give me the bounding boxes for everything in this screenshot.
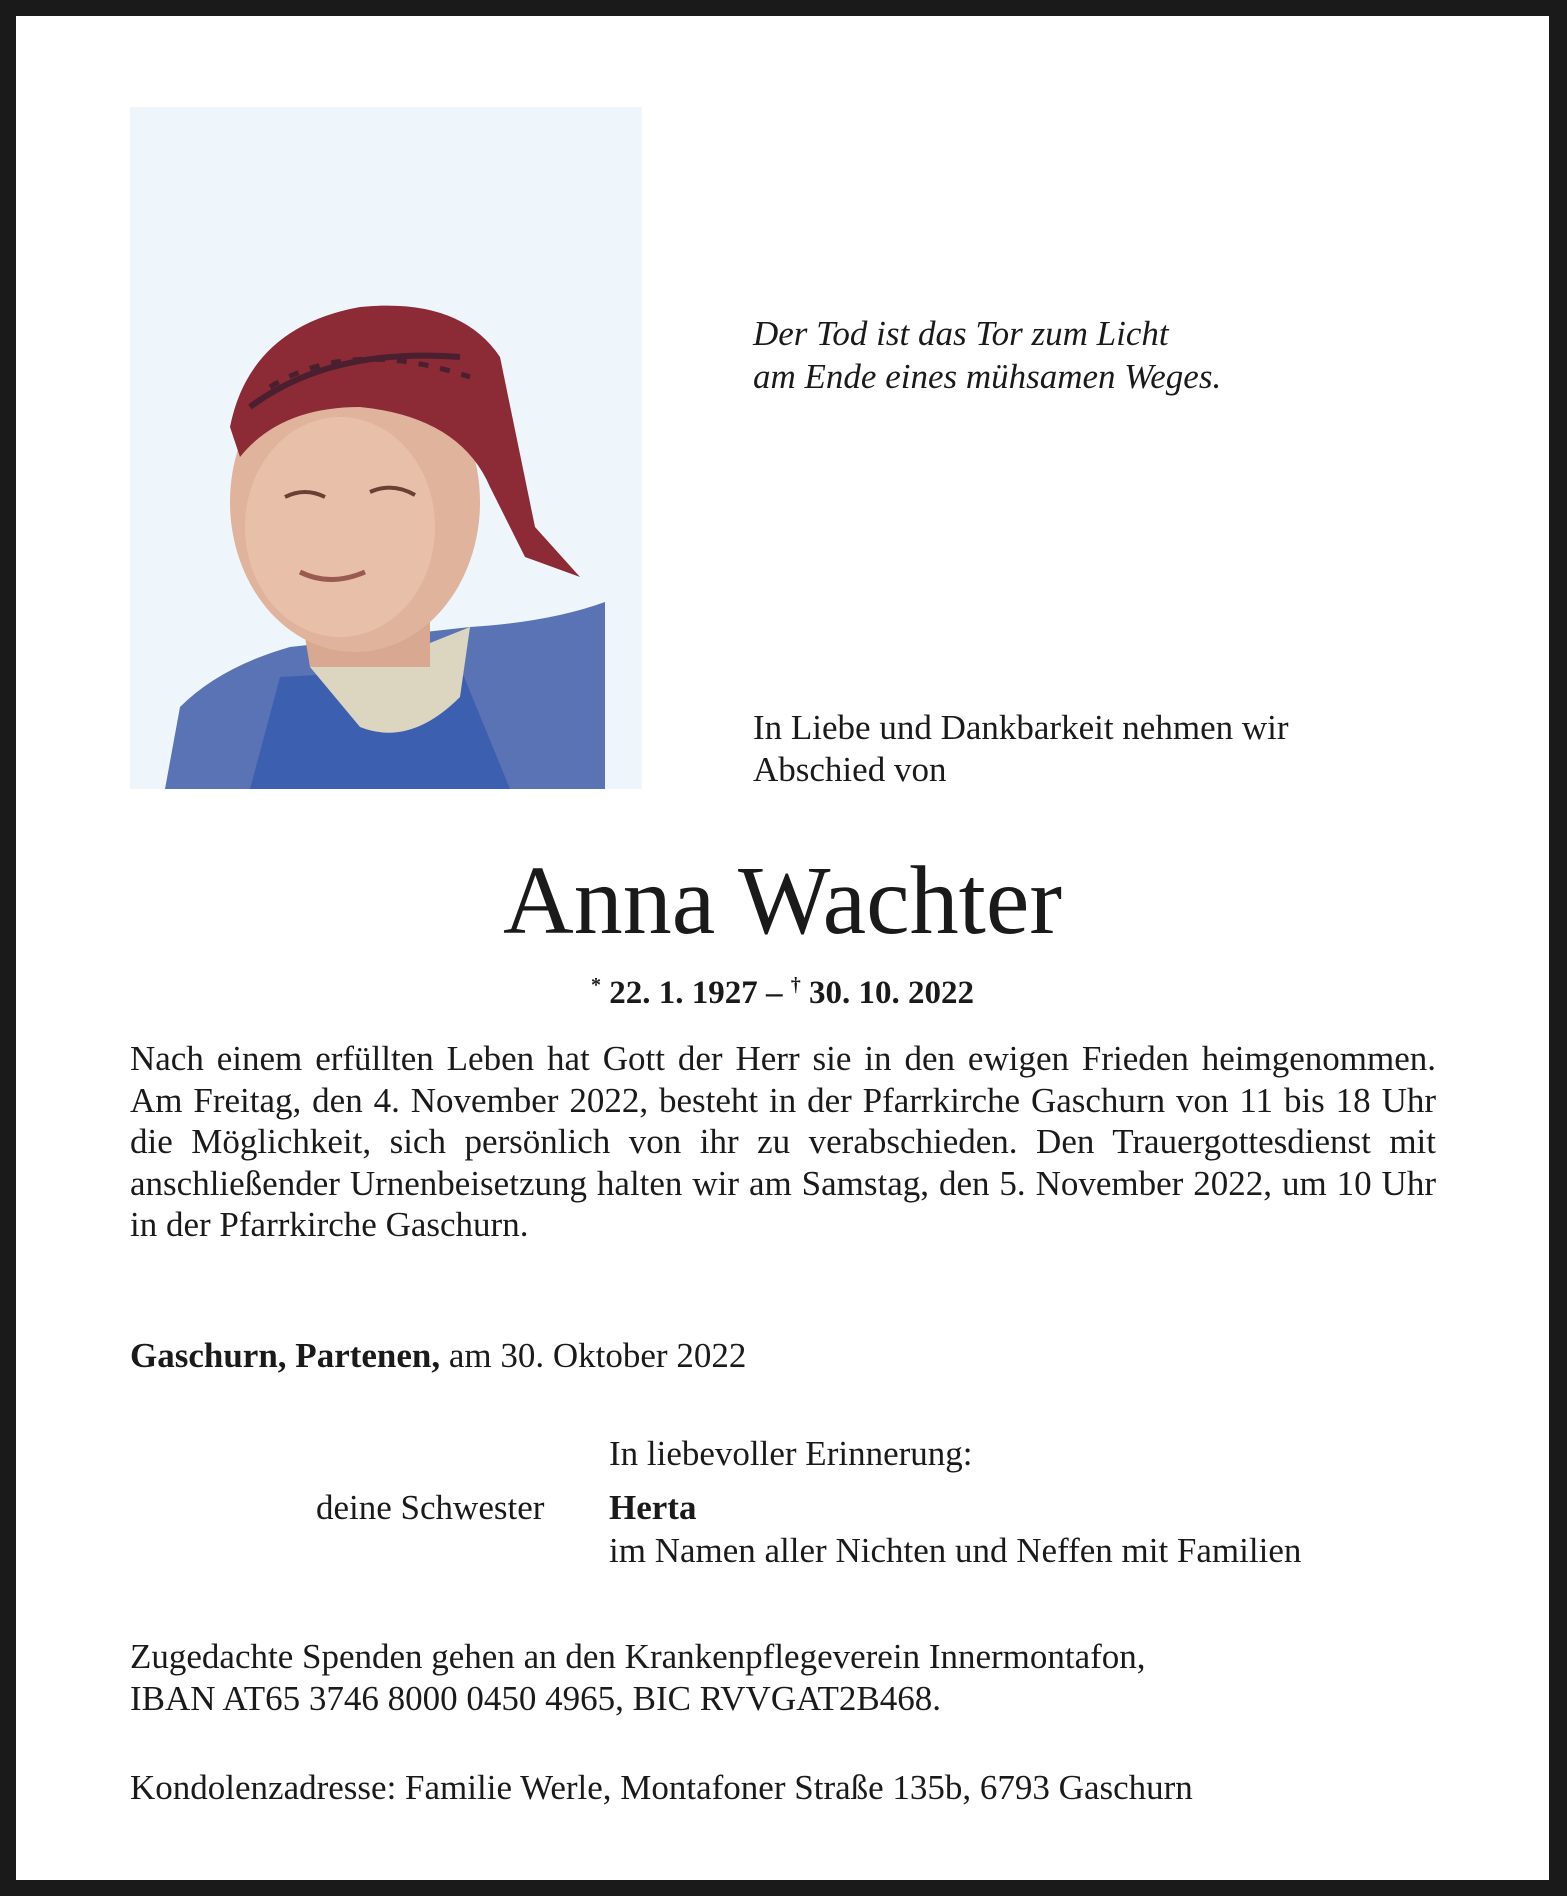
farewell-line-2: Abschied von	[753, 750, 947, 789]
motto-quote	[753, 312, 1221, 398]
birth-date: 22. 1. 1927	[609, 975, 758, 1011]
mourner-relation: deine Schwester	[316, 1488, 545, 1527]
obituary-page	[16, 16, 1549, 1880]
farewell-line-1: In Liebe und Dankbarkeit nehmen wir	[753, 708, 1289, 747]
place-date	[130, 1336, 746, 1376]
place-location: Gaschurn, Partenen,	[130, 1336, 441, 1375]
condolence-address: Kondolenzadresse: Familie Werle, Montafoner Straße 135b, 6793 Gaschurn	[130, 1768, 1193, 1807]
motto-line-2: am Ende eines mühsamen Weges.	[753, 357, 1222, 396]
motto-line-1: Der Tod ist das Tor zum Licht	[753, 314, 1169, 353]
announcement-body: Nach einem erfüllten Leben hat Gott der Herr sie in den ewigen Frieden heimgenommen. Am Freitag, den 4. November 2022, besteht in der Pfarrkirche Gaschurn von 11 bis 18 Uhr die Möglichkeit, sich persönlich von ihr zu verabschieden. Den Trauergottesdienst mit anschließender Urnenbeisetzung halten wir am Samstag, den 5. November 2022, um 10 Uhr in der Pfarrkirche Gaschurn.	[130, 1039, 1436, 1244]
death-mark: †	[790, 974, 801, 996]
memory-intro: In liebevoller Erinnerung:	[609, 1434, 973, 1473]
place-date-text: am 30. Oktober 2022	[448, 1336, 747, 1375]
donation-info	[130, 1636, 1436, 1720]
death-date: 30. 10. 2022	[809, 975, 974, 1011]
farewell-text	[753, 707, 1289, 791]
donation-line-1: Zugedachte Spenden gehen an den Krankenpflegeverein Innermontafon,	[130, 1637, 1146, 1676]
life-dates	[16, 974, 1549, 1012]
portrait-photo	[130, 107, 642, 789]
deceased-name: Anna Wachter	[502, 847, 1062, 955]
birth-mark: *	[591, 974, 601, 996]
donation-line-2: IBAN AT65 3746 8000 0450 4965, BIC RVVGAT2B468.	[130, 1679, 941, 1718]
mourner-family: im Namen aller Nichten und Neffen mit Familien	[609, 1531, 1302, 1570]
mourner-name: Herta	[609, 1488, 697, 1527]
date-separator: –	[766, 975, 783, 1011]
